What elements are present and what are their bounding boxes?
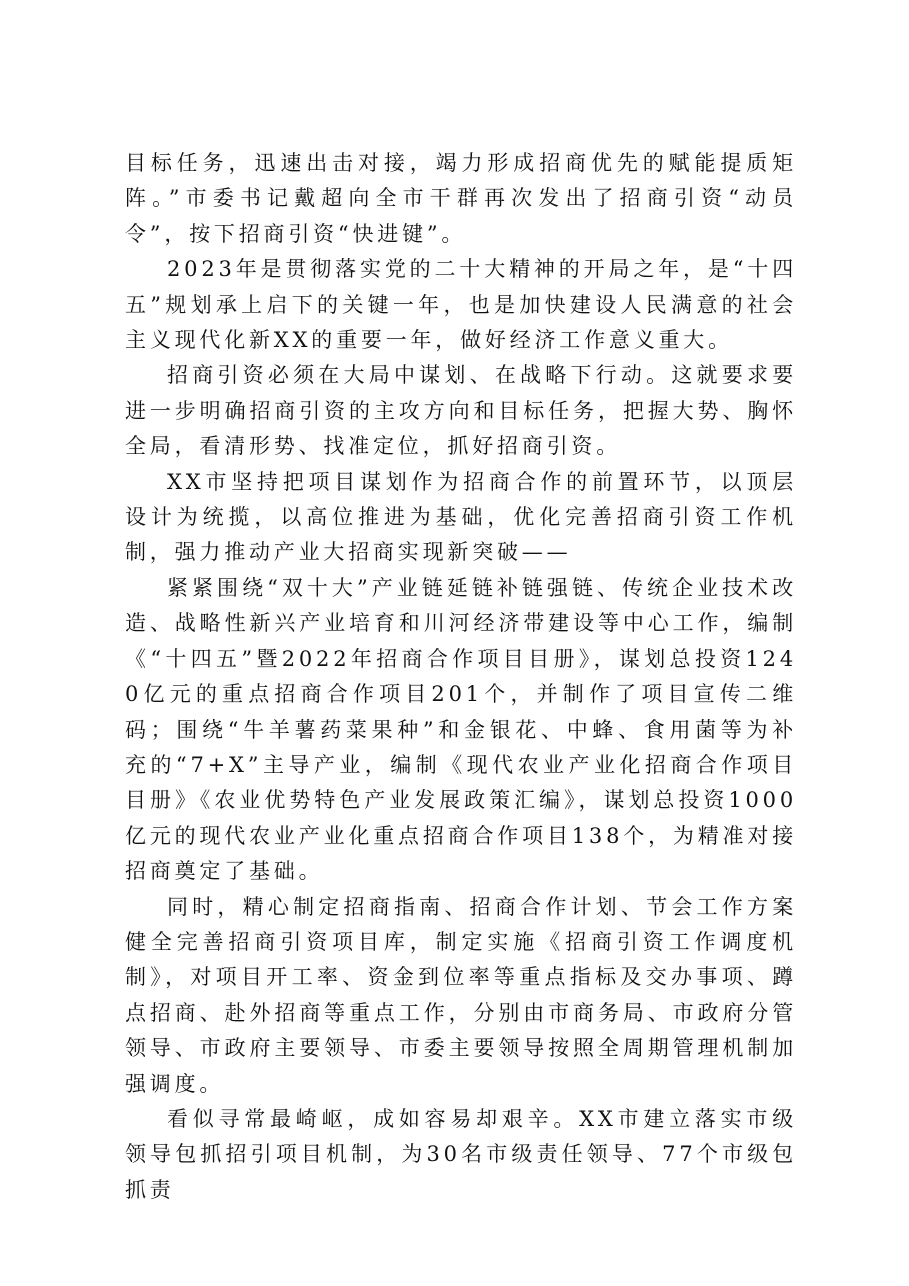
paragraph-2: 2023年是贯彻落实党的二十大精神的开局之年，是“十四五”规划承上启下的关键一年，也是加快建设人民满意的社会主义现代化新XX的重要一年，做好经济工作意义重大。 <box>125 257 797 353</box>
document-page <box>125 146 797 1208</box>
paragraph-4: XX市坚持把项目谋划作为招商合作的前置环节，以顶层设计为统揽，以高位推进为基础，优化完善招商引资工作机制，强力推动产业大招商实现新突破—— <box>125 469 797 565</box>
paragraph-6: 同时，精心制定招商指南、招商合作计划、节会工作方案健全完善招商引资项目库，制定实施《招商引资工作调度机制》，对项目开工率、资金到位率等重点指标及交办事项、蹲点招商、赴外招商等重点工作，分别由市商务局、市政府分管领导、市政府主要领导、市委主要领导按照全周期管理机制加强调度。 <box>125 894 797 1096</box>
paragraph-7: 看似寻常最崎岖，成如容易却艰辛。XX市建立落实市级领导包抓招引项目机制，为30名市级责任领导、77个市级包抓责 <box>125 1106 797 1202</box>
paragraph-5: 紧紧围绕“双十大”产业链延链补链强链、传统企业技术改造、战略性新兴产业培育和川河经济带建设等中心工作，编制《“十四五”暨2022年招商合作项目目册》，谋划总投资1240亿元的重点招商合作项目201个，并制作了项目宣传二维码；围绕“牛羊薯药菜果种”和金银花、中蜂、食用菌等为补充的“7+X”主导产业，编制《现代农业产业化招商合作项目目册》《农业优势特色产业发展政策汇编》，谋划总投资1000亿元的现代农业产业化重点招商合作项目138个，为精准对接招商奠定了基础。 <box>125 575 797 884</box>
paragraph-3: 招商引资必须在大局中谋划、在战略下行动。这就要求要进一步明确招商引资的主攻方向和目标任务，把握大势、胸怀全局，看清形势、找准定位，抓好招商引资。 <box>125 363 797 459</box>
paragraph-1-continuation: 目标任务，迅速出击对接，竭力形成招商优先的赋能提质矩阵。”市委书记戴超向全市干群再次发出了招商引资“动员令”，按下招商引资“快进键”。 <box>125 151 797 246</box>
